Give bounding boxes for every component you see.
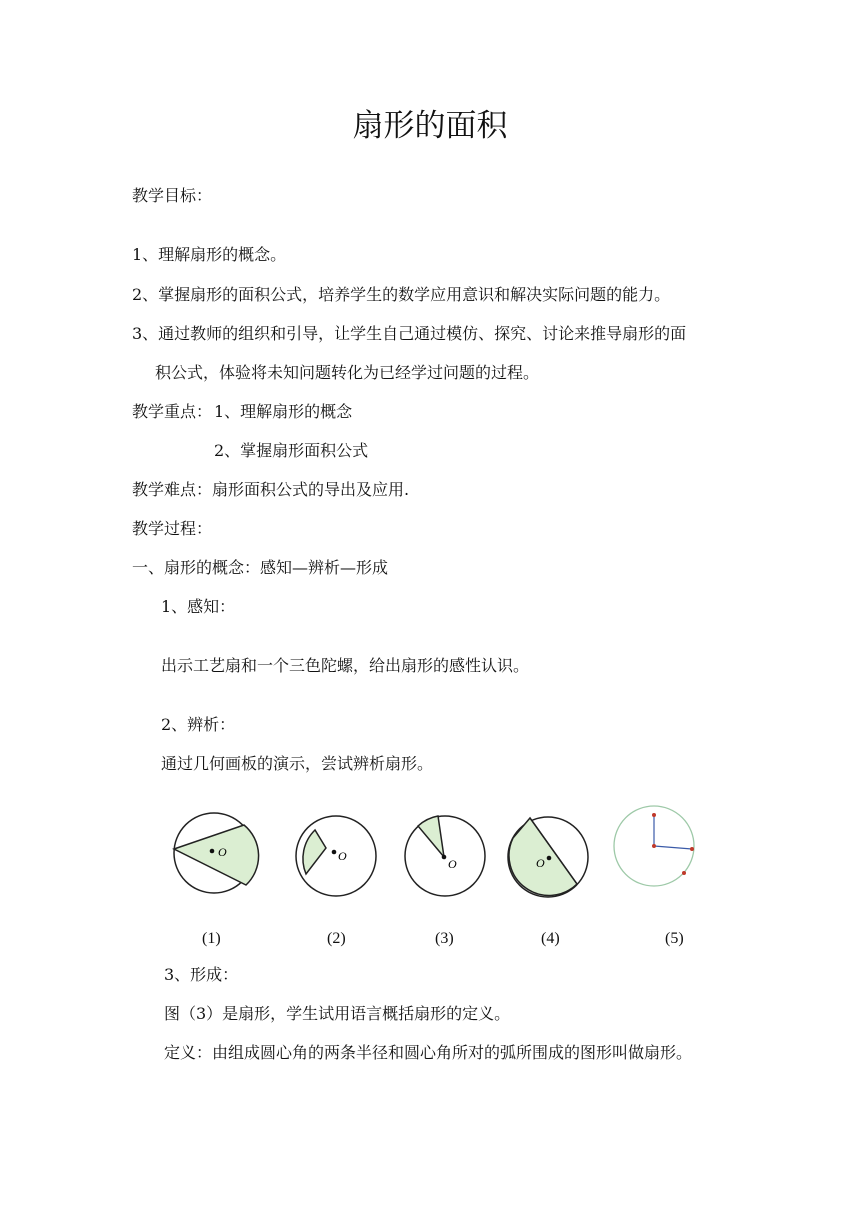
figure-1-caption: (1): [202, 930, 221, 947]
objective-1: 1、理解扇形的概念。: [132, 245, 287, 264]
figure-2-circle-off-center-sector: [296, 816, 376, 896]
objectives-heading: 教学目标：: [132, 186, 213, 205]
page-title: 扇形的面积: [352, 108, 508, 144]
form-label: 3、形成：: [164, 965, 239, 984]
perceive-text: 出示工艺扇和一个三色陀螺，给出扇形的感性认识。: [161, 656, 530, 675]
figure-1-circle-with-triangle: [174, 813, 259, 893]
key-point-1: 1、理解扇形的概念: [214, 402, 353, 421]
form-text: 图（3）是扇形，学生试用语言概括扇形的定义。: [164, 1004, 511, 1023]
figure-3-caption: (3): [435, 930, 454, 947]
figure-4-circle-with-chord-region: [508, 817, 588, 897]
process-heading: 教学过程：: [132, 519, 213, 538]
figure-1-center-label: O: [218, 845, 227, 859]
figure-4-center-label: O: [536, 856, 545, 870]
section-1-heading: 一、扇形的概念：感知—辨析—形成: [132, 558, 389, 577]
difficulty: 教学难点：扇形面积公式的导出及应用.: [132, 480, 410, 499]
perceive-label: 1、感知：: [161, 597, 236, 616]
objective-3: 3、通过教师的组织和引导，让学生自己通过模仿、探究、讨论来推导扇形的面: [132, 324, 687, 343]
figure-5-caption: (5): [665, 930, 684, 947]
figure-2-center-label: O: [338, 849, 347, 863]
objective-3-continued: 积公式，体验将未知问题转化为已经学过问题的过程。: [155, 363, 540, 382]
figure-2-caption: (2): [327, 930, 346, 947]
figure-4-caption: (4): [541, 930, 560, 947]
figure-3-center-label: O: [448, 857, 457, 871]
discern-text: 通过几何画板的演示，尝试辨析扇形。: [161, 754, 434, 773]
key-points-label: 教学重点：: [132, 402, 213, 421]
definition: 定义：由组成圆心角的两条半径和圆心角所对的弧所围成的图形叫做扇形。: [164, 1043, 693, 1062]
objective-2: 2、掌握扇形的面积公式，培养学生的数学应用意识和解决实际问题的能力。: [132, 285, 671, 304]
figure-3-circle-with-sector: [405, 816, 485, 896]
key-point-2: 2、掌握扇形面积公式: [214, 441, 369, 460]
figure-5-circle-with-two-radii: [614, 806, 694, 886]
discern-label: 2、辨析：: [161, 715, 236, 734]
